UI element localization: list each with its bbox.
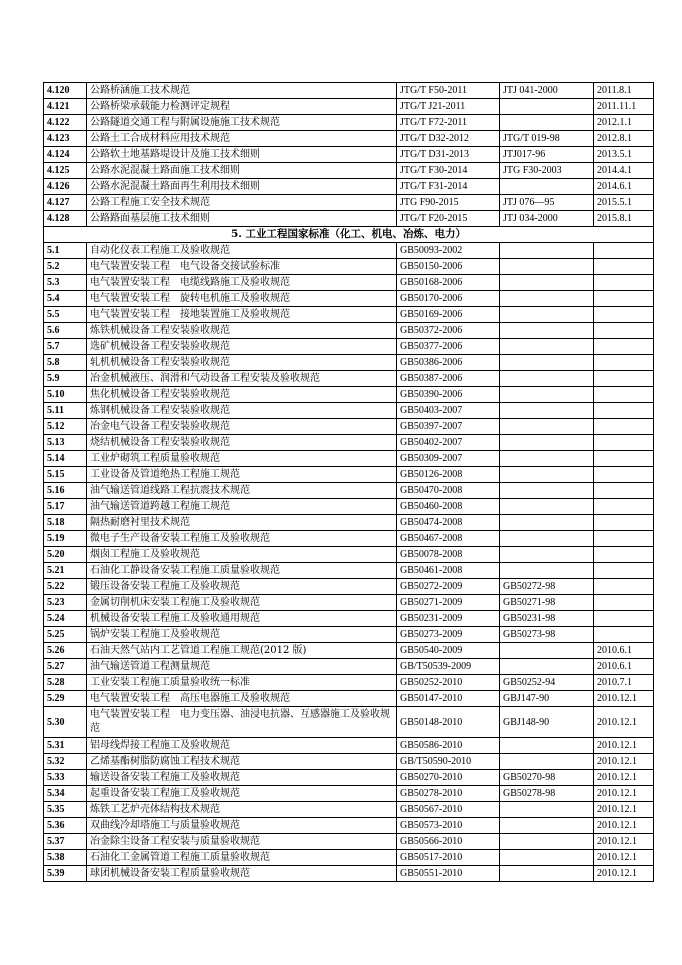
effective-date (594, 499, 654, 515)
item-number: 5.15 (44, 467, 87, 483)
standard-code: GB50402-2007 (397, 435, 500, 451)
item-number: 4.123 (44, 131, 87, 147)
table-row (44, 818, 654, 834)
effective-date: 2010.12.1 (594, 691, 654, 707)
effective-date: 2010.12.1 (594, 738, 654, 754)
replaced-code: JTJ017-96 (500, 147, 594, 163)
item-number: 5.8 (44, 355, 87, 371)
effective-date (594, 435, 654, 451)
standard-code: GB50170-2006 (397, 291, 500, 307)
standard-code: GB50168-2006 (397, 275, 500, 291)
table-row (44, 419, 654, 435)
standard-name: 电气装置安装工程 电缆线路施工及验收规范 (87, 275, 397, 291)
table-row (44, 275, 654, 291)
effective-date (594, 323, 654, 339)
item-number: 5.19 (44, 531, 87, 547)
standard-code: GB50573-2010 (397, 818, 500, 834)
standard-name: 炼铁工艺炉壳体结构技术规范 (87, 802, 397, 818)
table-row (44, 467, 654, 483)
standard-code: JTG/T F50-2011 (397, 83, 500, 99)
standard-name: 电气装置安装工程 接地装置施工及验收规范 (87, 307, 397, 323)
standard-name: 电气装置安装工程 电气设备交接试验标准 (87, 259, 397, 275)
table-row (44, 531, 654, 547)
table-row (44, 195, 654, 211)
table-row (44, 179, 654, 195)
item-number: 5.30 (44, 707, 87, 738)
standard-code: JTG/T J21-2011 (397, 99, 500, 115)
replaced-code (500, 483, 594, 499)
replaced-code (500, 243, 594, 259)
standard-name: 公路软土地基路堤设计及施工技术细则 (87, 147, 397, 163)
standard-code: GB50566-2010 (397, 834, 500, 850)
replaced-code (500, 659, 594, 675)
replaced-code (500, 355, 594, 371)
effective-date: 2014.4.1 (594, 163, 654, 179)
table-row (44, 643, 654, 659)
item-number: 5.1 (44, 243, 87, 259)
standard-code: GB50470-2008 (397, 483, 500, 499)
item-number: 5.18 (44, 515, 87, 531)
replaced-code (500, 563, 594, 579)
replaced-code: GB50272-98 (500, 579, 594, 595)
standard-name: 工业炉砌筑工程质量验收规范 (87, 451, 397, 467)
item-number: 4.127 (44, 195, 87, 211)
standard-name: 石油化工静设备安装工程施工质量验收规范 (87, 563, 397, 579)
effective-date (594, 595, 654, 611)
replaced-code: JTJ 034-2000 (500, 211, 594, 227)
item-number: 5.7 (44, 339, 87, 355)
item-number: 5.9 (44, 371, 87, 387)
replaced-code (500, 115, 594, 131)
item-number: 5.31 (44, 738, 87, 754)
standard-code: GB50273-2009 (397, 627, 500, 643)
effective-date (594, 579, 654, 595)
replaced-code (500, 834, 594, 850)
table-row (44, 403, 654, 419)
table-row (44, 451, 654, 467)
standard-code: GB50147-2010 (397, 691, 500, 707)
section-title: 5. 工业工程国家标准（化工、机电、冶炼、电力） (44, 227, 654, 243)
standard-code: GB50386-2006 (397, 355, 500, 371)
standard-code: GB/T50590-2010 (397, 754, 500, 770)
replaced-code (500, 339, 594, 355)
standard-name: 石油化工金属管道工程施工质量验收规范 (87, 850, 397, 866)
effective-date (594, 547, 654, 563)
item-number: 5.29 (44, 691, 87, 707)
table-row (44, 291, 654, 307)
replaced-code: GB50231-98 (500, 611, 594, 627)
table-row (44, 371, 654, 387)
table-row (44, 211, 654, 227)
effective-date: 2010.6.1 (594, 659, 654, 675)
standard-name: 选矿机械设备工程安装验收规范 (87, 339, 397, 355)
standard-code: JTG/T D32-2012 (397, 131, 500, 147)
standard-code: GB50551-2010 (397, 866, 500, 882)
replaced-code: JTG F30-2003 (500, 163, 594, 179)
replaced-code: GB50278-98 (500, 786, 594, 802)
standard-name: 微电子生产设备安装工程施工及验收规范 (87, 531, 397, 547)
standard-code: GB50567-2010 (397, 802, 500, 818)
standard-name: 油气输送管道工程测量规范 (87, 659, 397, 675)
table-row (44, 611, 654, 627)
standard-name: 轧机机械设备工程安装验收规范 (87, 355, 397, 371)
standard-code: GB/T50539-2009 (397, 659, 500, 675)
effective-date: 2010.12.1 (594, 802, 654, 818)
standard-name: 炼铁机械设备工程安装验收规范 (87, 323, 397, 339)
standard-name: 公路桥涵施工技术规范 (87, 83, 397, 99)
effective-date (594, 451, 654, 467)
item-number: 5.38 (44, 850, 87, 866)
section-header-row (44, 227, 654, 243)
table-row (44, 483, 654, 499)
item-number: 5.25 (44, 627, 87, 643)
effective-date (594, 531, 654, 547)
standard-name: 工业安装工程施工质量验收统一标准 (87, 675, 397, 691)
effective-date (594, 387, 654, 403)
standard-name: 公路隧道交通工程与附属设施施工技术规范 (87, 115, 397, 131)
item-number: 5.34 (44, 786, 87, 802)
effective-date (594, 515, 654, 531)
standard-code: GB50474-2008 (397, 515, 500, 531)
effective-date: 2010.12.1 (594, 707, 654, 738)
effective-date: 2010.12.1 (594, 866, 654, 882)
effective-date (594, 419, 654, 435)
standard-name: 乙烯基酯树脂防腐蚀工程技术规范 (87, 754, 397, 770)
replaced-code: GB50273-98 (500, 627, 594, 643)
standard-name: 电气装置安装工程 高压电器施工及验收规范 (87, 691, 397, 707)
replaced-code (500, 754, 594, 770)
standard-code: GB50397-2007 (397, 419, 500, 435)
standard-name: 冶金机械液压、润滑和气动设备工程安装及验收规范 (87, 371, 397, 387)
replaced-code (500, 435, 594, 451)
table-row (44, 547, 654, 563)
table-row (44, 83, 654, 99)
table-row (44, 707, 654, 738)
standard-name: 公路水泥混凝土路面施工技术细则 (87, 163, 397, 179)
standard-name: 油气输送管道跨越工程施工规范 (87, 499, 397, 515)
replaced-code (500, 371, 594, 387)
effective-date (594, 403, 654, 419)
standard-code: GB50126-2008 (397, 467, 500, 483)
standard-code: GB50403-2007 (397, 403, 500, 419)
replaced-code (500, 403, 594, 419)
standard-code: GB50460-2008 (397, 499, 500, 515)
table-row (44, 323, 654, 339)
replaced-code (500, 323, 594, 339)
item-number: 5.5 (44, 307, 87, 323)
table-row (44, 99, 654, 115)
effective-date: 2014.6.1 (594, 179, 654, 195)
effective-date (594, 371, 654, 387)
item-number: 5.32 (44, 754, 87, 770)
replaced-code (500, 866, 594, 882)
table-row (44, 834, 654, 850)
table-row (44, 738, 654, 754)
section-5-header (44, 227, 654, 243)
replaced-code: GBJ148-90 (500, 707, 594, 738)
item-number: 5.27 (44, 659, 87, 675)
standard-code: JTG/T F20-2015 (397, 211, 500, 227)
table-row (44, 115, 654, 131)
item-number: 5.35 (44, 802, 87, 818)
effective-date (594, 467, 654, 483)
item-number: 5.20 (44, 547, 87, 563)
standard-name: 炼钢机械设备工程安装验收规范 (87, 403, 397, 419)
item-number: 5.2 (44, 259, 87, 275)
item-number: 5.12 (44, 419, 87, 435)
standard-code: GB50278-2010 (397, 786, 500, 802)
item-number: 4.128 (44, 211, 87, 227)
replaced-code (500, 99, 594, 115)
standard-code: JTG/T D31-2013 (397, 147, 500, 163)
standard-code: JTG/T F30-2014 (397, 163, 500, 179)
replaced-code (500, 643, 594, 659)
standard-name: 双曲线冷却塔施工与质量验收规范 (87, 818, 397, 834)
replaced-code (500, 802, 594, 818)
standard-code: GB50390-2006 (397, 387, 500, 403)
table-row (44, 786, 654, 802)
table-row (44, 243, 654, 259)
item-number: 5.13 (44, 435, 87, 451)
standard-code: GB50270-2010 (397, 770, 500, 786)
item-number: 5.22 (44, 579, 87, 595)
item-number: 4.124 (44, 147, 87, 163)
replaced-code (500, 531, 594, 547)
standard-code: GB50372-2006 (397, 323, 500, 339)
standard-name: 公路路面基层施工技术细则 (87, 211, 397, 227)
standard-name: 油气输送管道线路工程抗震技术规范 (87, 483, 397, 499)
effective-date: 2010.12.1 (594, 850, 654, 866)
item-number: 5.33 (44, 770, 87, 786)
standard-name: 公路土工合成材料应用技术规范 (87, 131, 397, 147)
replaced-code (500, 307, 594, 323)
replaced-code (500, 850, 594, 866)
section-4-rows (44, 83, 654, 227)
effective-date (594, 243, 654, 259)
replaced-code (500, 515, 594, 531)
table-row (44, 770, 654, 786)
standard-code: GB50540-2009 (397, 643, 500, 659)
table-row (44, 131, 654, 147)
standard-name: 电气装置安装工程 电力变压器、油浸电抗器、互感器施工及验收规范 (87, 707, 397, 738)
table-row (44, 339, 654, 355)
effective-date: 2012.8.1 (594, 131, 654, 147)
table-row (44, 866, 654, 882)
effective-date (594, 611, 654, 627)
effective-date: 2011.11.1 (594, 99, 654, 115)
item-number: 5.6 (44, 323, 87, 339)
effective-date: 2010.12.1 (594, 834, 654, 850)
table-row (44, 675, 654, 691)
standard-code: JTG/T F72-2011 (397, 115, 500, 131)
standard-code: GB50093-2002 (397, 243, 500, 259)
table-row (44, 259, 654, 275)
replaced-code (500, 467, 594, 483)
table-row (44, 579, 654, 595)
standard-name: 烧结机械设备工程安装验收规范 (87, 435, 397, 451)
standard-name: 电气装置安装工程 旋转电机施工及验收规范 (87, 291, 397, 307)
replaced-code (500, 259, 594, 275)
standard-name: 金属切削机床安装工程施工及验收规范 (87, 595, 397, 611)
table-row (44, 754, 654, 770)
standard-name: 公路水泥混凝土路面再生利用技术细则 (87, 179, 397, 195)
effective-date: 2015.5.1 (594, 195, 654, 211)
effective-date (594, 563, 654, 579)
item-number: 5.11 (44, 403, 87, 419)
standard-code: GB50078-2008 (397, 547, 500, 563)
effective-date (594, 627, 654, 643)
standard-code: GB50231-2009 (397, 611, 500, 627)
standard-code: GB50309-2007 (397, 451, 500, 467)
table-row (44, 691, 654, 707)
table-row (44, 387, 654, 403)
replaced-code (500, 738, 594, 754)
effective-date: 2011.8.1 (594, 83, 654, 99)
standard-name: 冶金电气设备工程安装验收规范 (87, 419, 397, 435)
item-number: 5.21 (44, 563, 87, 579)
table-row (44, 850, 654, 866)
standard-code: GB50272-2009 (397, 579, 500, 595)
table-row (44, 595, 654, 611)
standard-name: 锻压设备安装工程施工及验收规范 (87, 579, 397, 595)
effective-date: 2010.12.1 (594, 818, 654, 834)
standard-name: 工业设备及管道绝热工程施工规范 (87, 467, 397, 483)
standard-name: 机械设备安装工程施工及验收通用规范 (87, 611, 397, 627)
replaced-code (500, 291, 594, 307)
replaced-code (500, 275, 594, 291)
effective-date (594, 483, 654, 499)
item-number: 5.4 (44, 291, 87, 307)
standard-code: GB50377-2006 (397, 339, 500, 355)
item-number: 5.16 (44, 483, 87, 499)
standard-name: 输送设备安装工程施工及验收规范 (87, 770, 397, 786)
replaced-code (500, 818, 594, 834)
standard-name: 锅炉安装工程施工及验收规范 (87, 627, 397, 643)
item-number: 5.36 (44, 818, 87, 834)
standard-code: GB50252-2010 (397, 675, 500, 691)
standard-code: GB50271-2009 (397, 595, 500, 611)
table-row (44, 307, 654, 323)
effective-date (594, 275, 654, 291)
table-row (44, 499, 654, 515)
replaced-code: JTG/T 019-98 (500, 131, 594, 147)
item-number: 5.24 (44, 611, 87, 627)
replaced-code: JTJ 041-2000 (500, 83, 594, 99)
item-number: 5.23 (44, 595, 87, 611)
standard-code: GB50517-2010 (397, 850, 500, 866)
standard-code: GB50387-2006 (397, 371, 500, 387)
table-row (44, 515, 654, 531)
effective-date (594, 355, 654, 371)
standard-code: GB50150-2006 (397, 259, 500, 275)
standard-name: 石油天然气站内工艺管道工程施工规范(2012 版) (87, 643, 397, 659)
effective-date (594, 307, 654, 323)
standard-name: 隔热耐磨衬里技术规范 (87, 515, 397, 531)
effective-date: 2015.8.1 (594, 211, 654, 227)
item-number: 4.122 (44, 115, 87, 131)
replaced-code: GB50270-98 (500, 770, 594, 786)
standard-name: 球团机械设备安装工程质量验收规范 (87, 866, 397, 882)
item-number: 5.28 (44, 675, 87, 691)
replaced-code: JTJ 076—95 (500, 195, 594, 211)
item-number: 5.14 (44, 451, 87, 467)
standard-code: GB50148-2010 (397, 707, 500, 738)
effective-date (594, 291, 654, 307)
replaced-code (500, 419, 594, 435)
replaced-code (500, 547, 594, 563)
standard-name: 起重设备安装工程施工及验收规范 (87, 786, 397, 802)
replaced-code: GB50252-94 (500, 675, 594, 691)
standard-name: 焦化机械设备工程安装验收规范 (87, 387, 397, 403)
standard-name: 冶金除尘设备工程安装与质量验收规范 (87, 834, 397, 850)
item-number: 4.126 (44, 179, 87, 195)
table-row (44, 355, 654, 371)
effective-date: 2010.12.1 (594, 754, 654, 770)
standard-code: JTG/T F31-2014 (397, 179, 500, 195)
standard-code: GB50467-2008 (397, 531, 500, 547)
effective-date (594, 259, 654, 275)
item-number: 5.3 (44, 275, 87, 291)
replaced-code: GBJ147-90 (500, 691, 594, 707)
standard-name: 烟囱工程施工及验收规范 (87, 547, 397, 563)
table-row (44, 163, 654, 179)
effective-date: 2010.7.1 (594, 675, 654, 691)
replaced-code (500, 451, 594, 467)
replaced-code (500, 179, 594, 195)
effective-date: 2012.1.1 (594, 115, 654, 131)
effective-date: 2010.12.1 (594, 786, 654, 802)
table-row (44, 627, 654, 643)
table-row (44, 659, 654, 675)
replaced-code (500, 499, 594, 515)
item-number: 4.120 (44, 83, 87, 99)
item-number: 4.125 (44, 163, 87, 179)
table-row (44, 563, 654, 579)
standard-name: 铝母线焊接工程施工及验收规范 (87, 738, 397, 754)
standard-code: JTG F90-2015 (397, 195, 500, 211)
table-row (44, 802, 654, 818)
standards-table (43, 82, 654, 882)
standard-code: GB50169-2006 (397, 307, 500, 323)
item-number: 5.37 (44, 834, 87, 850)
replaced-code: GB50271-98 (500, 595, 594, 611)
item-number: 5.39 (44, 866, 87, 882)
effective-date: 2010.6.1 (594, 643, 654, 659)
item-number: 5.26 (44, 643, 87, 659)
replaced-code (500, 387, 594, 403)
effective-date: 2010.12.1 (594, 770, 654, 786)
standard-code: GB50461-2008 (397, 563, 500, 579)
item-number: 4.121 (44, 99, 87, 115)
section-5-rows (44, 243, 654, 882)
table-row (44, 435, 654, 451)
table-row (44, 147, 654, 163)
standard-name: 公路桥梁承载能力检测评定规程 (87, 99, 397, 115)
effective-date: 2013.5.1 (594, 147, 654, 163)
effective-date (594, 339, 654, 355)
standard-code: GB50586-2010 (397, 738, 500, 754)
item-number: 5.17 (44, 499, 87, 515)
standard-name: 自动化仪表工程施工及验收规范 (87, 243, 397, 259)
item-number: 5.10 (44, 387, 87, 403)
standard-name: 公路工程施工安全技术规范 (87, 195, 397, 211)
